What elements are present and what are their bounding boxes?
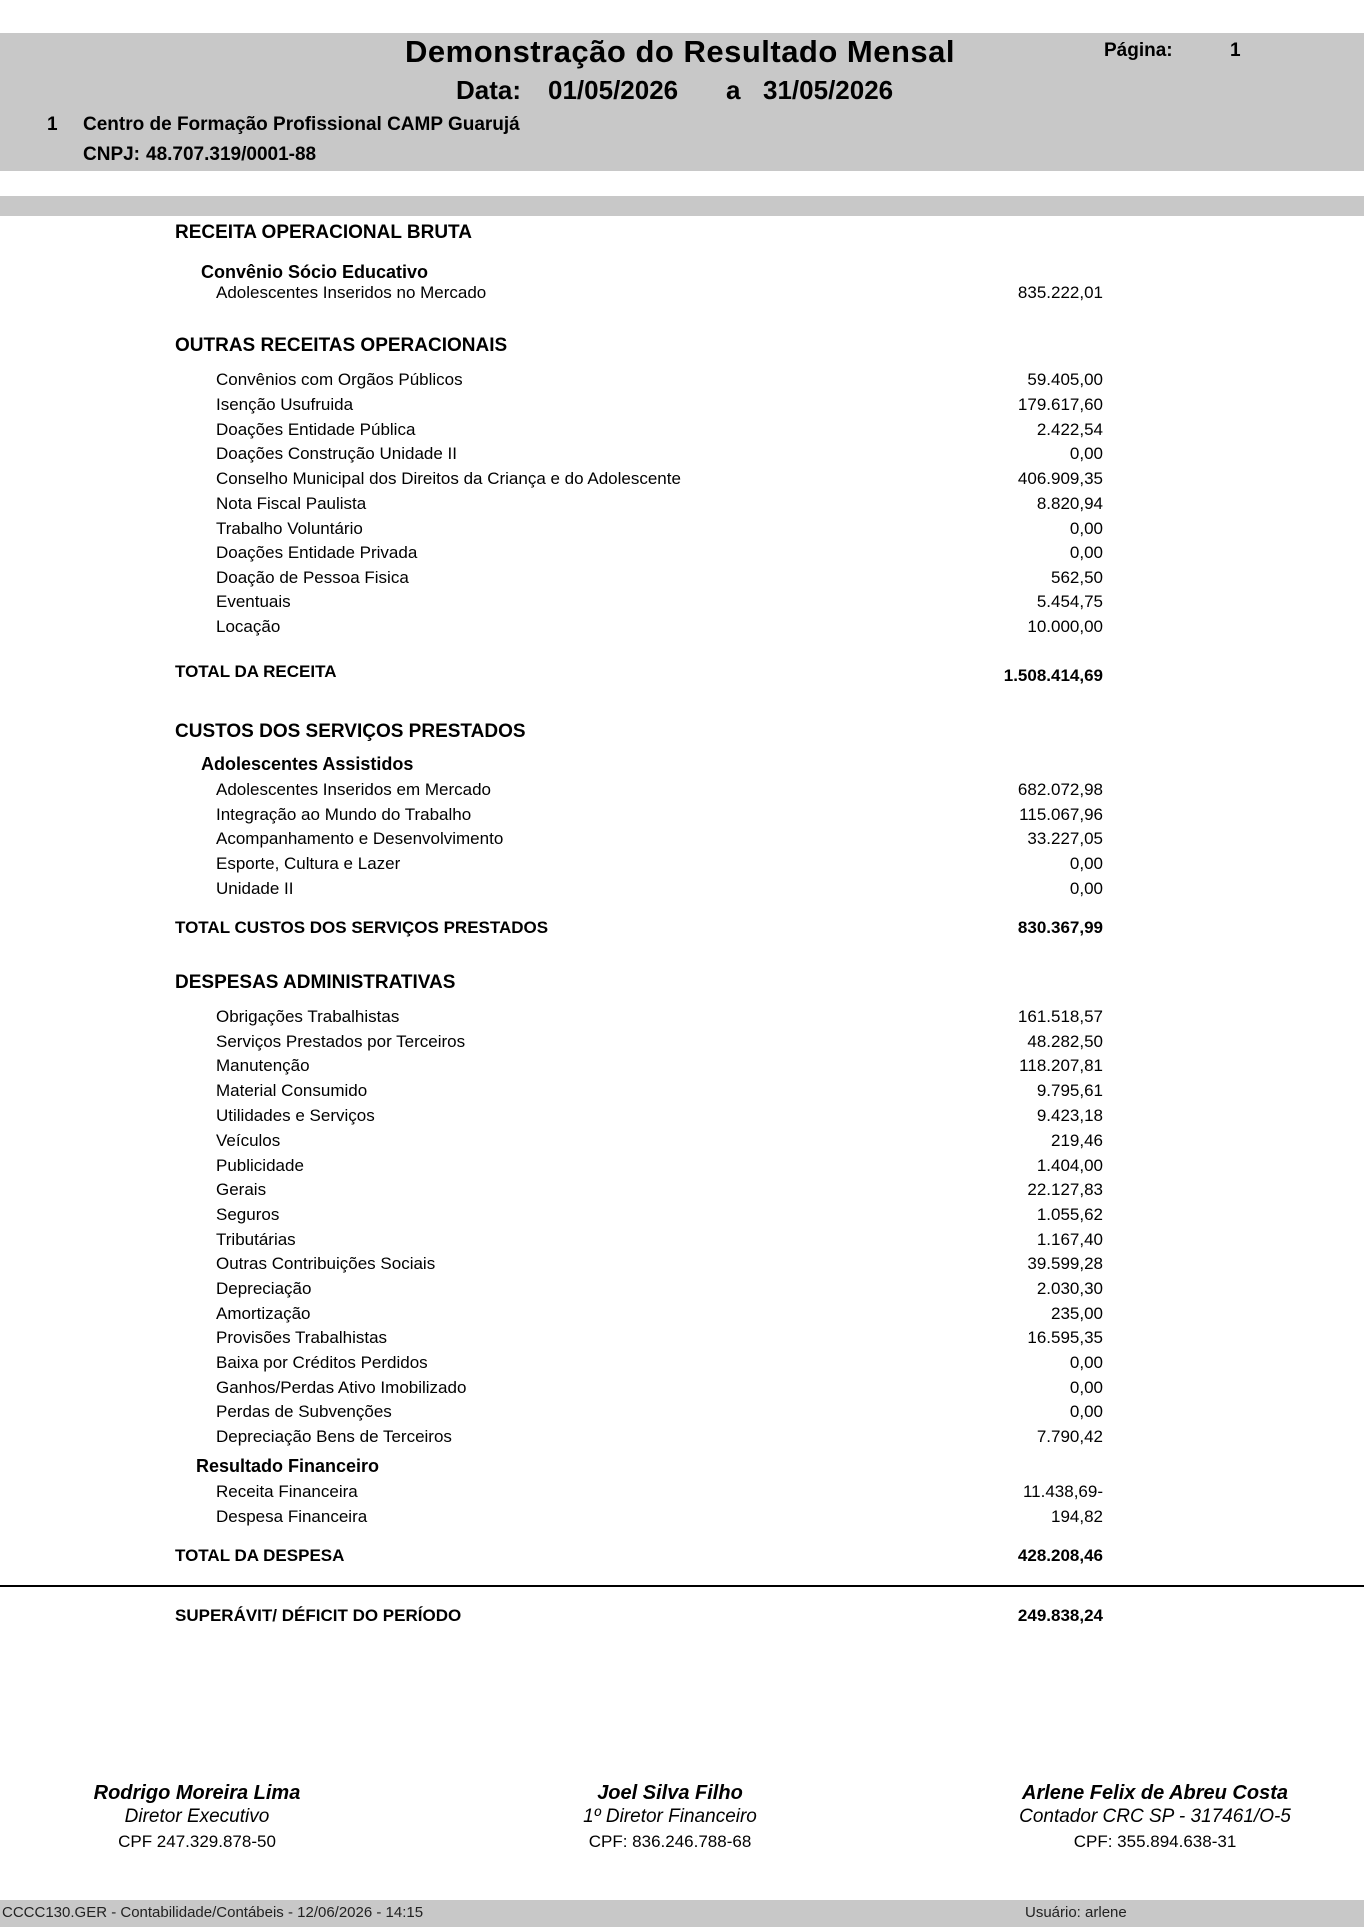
date-separator: a xyxy=(726,75,741,105)
line-value: 48.282,50 xyxy=(1027,1032,1103,1051)
company-name: Centro de Formação Profissional CAMP Guarujá xyxy=(83,114,520,135)
company-code: 1 xyxy=(47,114,58,135)
line-label: Despesa Financeira xyxy=(216,1507,368,1526)
line-label: Outras Contribuições Sociais xyxy=(216,1254,436,1273)
total-value: 830.367,99 xyxy=(1017,918,1103,937)
line-value: 10.000,00 xyxy=(1027,617,1103,636)
line-value: 11.438,69- xyxy=(1022,1482,1103,1501)
line-value: 39.599,28 xyxy=(1027,1254,1103,1273)
line-value: 0,00 xyxy=(1069,854,1103,873)
line-label: Esporte, Cultura e Lazer xyxy=(216,854,401,873)
group-title: Resultado Financeiro xyxy=(196,1456,380,1476)
line-label: Publicidade xyxy=(216,1156,304,1175)
line-label: Ganhos/Perdas Ativo Imobilizado xyxy=(216,1378,467,1397)
separator-band xyxy=(0,196,1364,216)
line-label: Doações Entidade Privada xyxy=(216,543,418,562)
line-value: 235,00 xyxy=(1051,1304,1103,1323)
cnpj-label: CNPJ: xyxy=(83,144,141,165)
line-label: Material Consumido xyxy=(216,1081,368,1100)
date-label: Data: xyxy=(456,75,522,105)
line-value: 0,00 xyxy=(1069,879,1103,898)
line-label: Adolescentes Inseridos em Mercado xyxy=(216,780,491,799)
line-value: 0,00 xyxy=(1069,543,1103,562)
page-number: 1 xyxy=(1230,40,1241,61)
line-label: Depreciação Bens de Terceiros xyxy=(216,1427,452,1446)
line-label: Depreciação xyxy=(216,1279,312,1298)
total-value: 428.208,46 xyxy=(1017,1546,1103,1565)
signature-name: Arlene Felix de Abreu Costa xyxy=(1022,1782,1288,1804)
result-value: 249.838,24 xyxy=(1017,1606,1103,1625)
signature-role: Diretor Executivo xyxy=(124,1806,270,1827)
section-title: CUSTOS DOS SERVIÇOS PRESTADOS xyxy=(175,721,526,742)
section-title: OUTRAS RECEITAS OPERACIONAIS xyxy=(175,335,508,356)
line-label: Trabalho Voluntário xyxy=(216,519,363,538)
date-from: 01/05/2026 xyxy=(548,75,679,105)
total-value: 1.508.414,69 xyxy=(1003,666,1103,685)
signature-role: 1º Diretor Financeiro xyxy=(583,1806,757,1827)
line-value: 0,00 xyxy=(1069,519,1103,538)
total-label: TOTAL DA DESPESA xyxy=(175,1546,345,1565)
line-value: 9.423,18 xyxy=(1036,1106,1103,1125)
line-value: 1.404,00 xyxy=(1036,1156,1103,1175)
line-value: 33.227,05 xyxy=(1027,829,1103,848)
line-label: Veículos xyxy=(216,1131,281,1150)
line-label: Nota Fiscal Paulista xyxy=(216,494,367,513)
line-value: 2.030,30 xyxy=(1036,1279,1103,1298)
line-value: 835.222,01 xyxy=(1017,283,1103,302)
line-value: 406.909,35 xyxy=(1017,469,1103,488)
line-value: 9.795,61 xyxy=(1036,1081,1103,1100)
line-value: 8.820,94 xyxy=(1036,494,1103,513)
signature-role: Contador CRC SP - 317461/O-5 xyxy=(1019,1806,1291,1827)
signature-doc: CPF 247.329.878-50 xyxy=(118,1832,276,1851)
line-label: Serviços Prestados por Terceiros xyxy=(216,1032,466,1051)
line-value: 22.127,83 xyxy=(1027,1180,1103,1199)
signature-name: Rodrigo Moreira Lima xyxy=(93,1782,301,1804)
line-value: 7.790,42 xyxy=(1036,1427,1103,1446)
line-label: Tributárias xyxy=(216,1230,296,1249)
date-to: 31/05/2026 xyxy=(763,75,894,105)
group-title: Convênio Sócio Educativo xyxy=(201,262,429,282)
line-label: Conselho Municipal dos Direitos da Criança e do Adolescente xyxy=(216,469,681,488)
cnpj-value: 48.707.319/0001-88 xyxy=(146,144,317,165)
signature-doc: CPF: 355.894.638-31 xyxy=(1073,1832,1237,1851)
line-label: Manutenção xyxy=(216,1056,310,1075)
line-value: 5.454,75 xyxy=(1036,592,1103,611)
line-value: 1.167,40 xyxy=(1036,1230,1103,1249)
result-divider xyxy=(0,1585,1364,1587)
section-title: DESPESAS ADMINISTRATIVAS xyxy=(175,972,456,993)
line-value: 1.055,62 xyxy=(1036,1205,1103,1224)
line-value: 0,00 xyxy=(1069,1378,1103,1397)
line-value: 219,46 xyxy=(1051,1131,1103,1150)
line-label: Adolescentes Inseridos no Mercado xyxy=(216,283,487,302)
line-label: Seguros xyxy=(216,1205,280,1224)
line-label: Acompanhamento e Desenvolvimento xyxy=(216,829,504,848)
line-value: 179.617,60 xyxy=(1017,395,1103,414)
line-label: Obrigações Trabalhistas xyxy=(216,1007,400,1026)
line-value: 59.405,00 xyxy=(1027,370,1103,389)
line-label: Provisões Trabalhistas xyxy=(216,1328,388,1347)
line-value: 0,00 xyxy=(1069,1353,1103,1372)
line-label: Doações Construção Unidade II xyxy=(216,444,457,463)
section-title: RECEITA OPERACIONAL BRUTA xyxy=(175,222,472,243)
line-value: 0,00 xyxy=(1069,1402,1103,1421)
line-label: Integração ao Mundo do Trabalho xyxy=(216,805,472,824)
total-label: TOTAL DA RECEITA xyxy=(175,662,337,681)
line-label: Receita Financeira xyxy=(216,1482,358,1501)
line-value: 2.422,54 xyxy=(1036,420,1103,439)
line-value: 16.595,35 xyxy=(1027,1328,1103,1347)
footer-program: CCCC130.GER - Contabilidade/Contábeis - 12/06/2026 - 14:15 xyxy=(2,1904,424,1921)
line-label: Utilidades e Serviços xyxy=(216,1106,375,1125)
line-label: Eventuais xyxy=(216,592,291,611)
line-value: 118.207,81 xyxy=(1019,1056,1103,1075)
line-value: 194,82 xyxy=(1051,1507,1103,1526)
line-label: Amortização xyxy=(216,1304,311,1323)
line-label: Locação xyxy=(216,617,281,636)
total-label: TOTAL CUSTOS DOS SERVIÇOS PRESTADOS xyxy=(175,918,549,937)
line-label: Doação de Pessoa Fisica xyxy=(216,568,409,587)
line-label: Doações Entidade Pública xyxy=(216,420,416,439)
line-label: Unidade II xyxy=(216,879,294,898)
group-title: Adolescentes Assistidos xyxy=(201,754,414,774)
line-value: 562,50 xyxy=(1051,568,1103,587)
result-label: SUPERÁVIT/ DÉFICIT DO PERÍODO xyxy=(175,1606,462,1625)
line-label: Convênios com Orgãos Públicos xyxy=(216,370,463,389)
line-label: Baixa por Créditos Perdidos xyxy=(216,1353,428,1372)
line-value: 0,00 xyxy=(1069,444,1103,463)
page-label: Página: xyxy=(1104,40,1173,61)
report-title: Demonstração do Resultado Mensal xyxy=(405,34,956,69)
line-label: Gerais xyxy=(216,1180,267,1199)
line-label: Perdas de Subvenções xyxy=(216,1402,392,1421)
signature-name: Joel Silva Filho xyxy=(597,1782,743,1804)
line-value: 682.072,98 xyxy=(1017,780,1103,799)
footer-user: Usuário: arlene xyxy=(1025,1904,1127,1921)
line-value: 115.067,96 xyxy=(1019,805,1103,824)
line-label: Isenção Usufruida xyxy=(216,395,354,414)
signature-doc: CPF: 836.246.788-68 xyxy=(588,1832,752,1851)
line-value: 161.518,57 xyxy=(1017,1007,1103,1026)
